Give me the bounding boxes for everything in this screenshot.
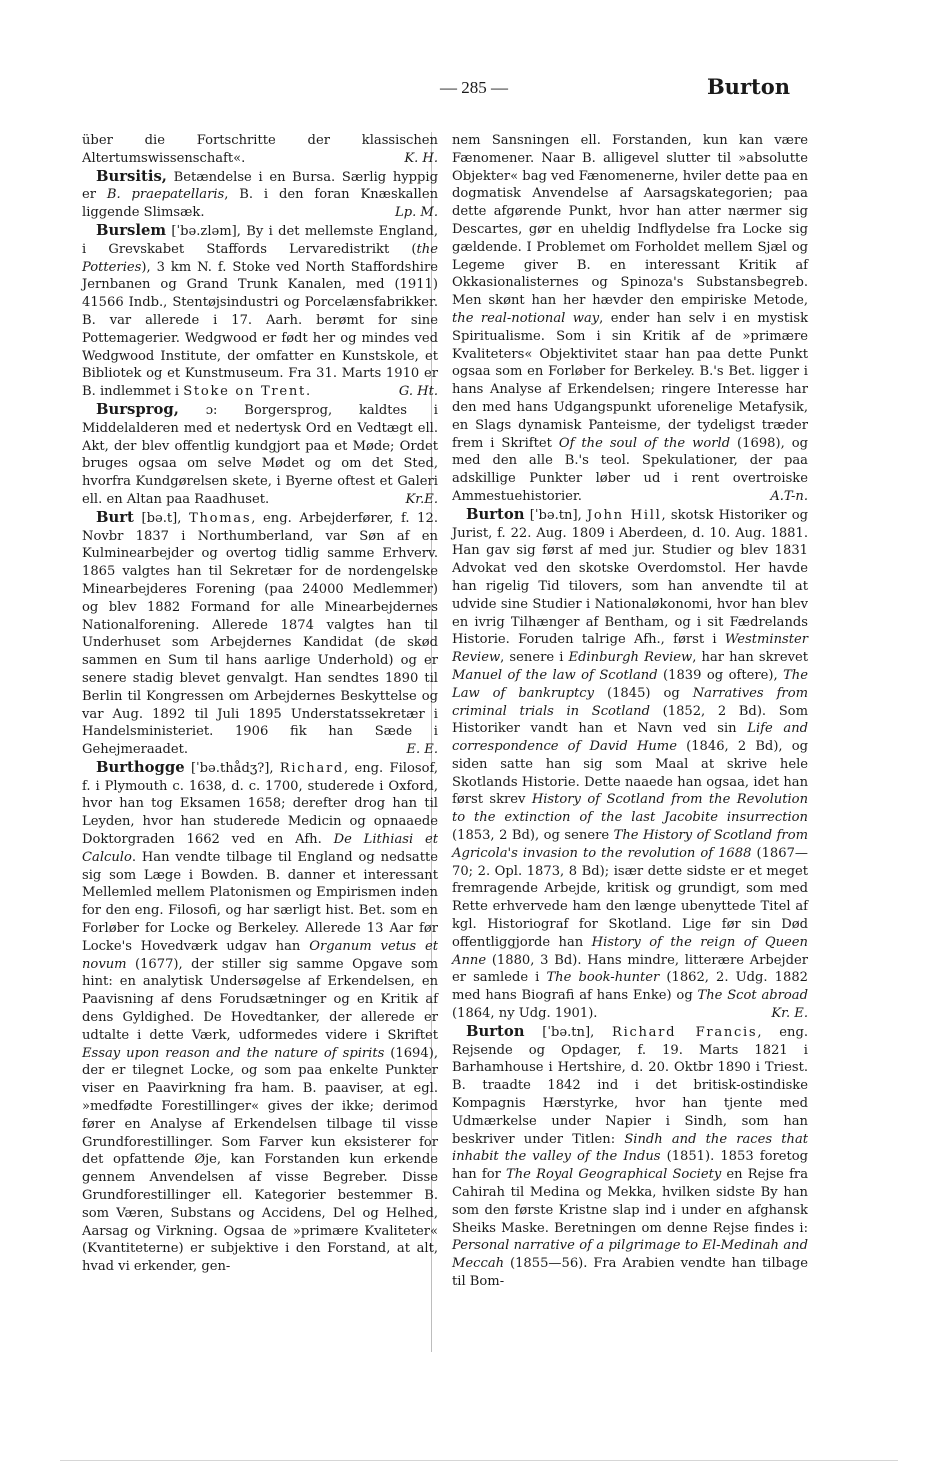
headword: Burton xyxy=(466,505,525,523)
headword: Bursprog, xyxy=(96,400,179,418)
author-initials: G. Ht. xyxy=(398,384,438,400)
entry-burton-richard-francis: Burton [ˈbə.tn], Richard Francis, eng. Rejsende og Opdager, f. 19. Marts 1821 i Barhamhouse i Hertshire, d. 20. Oktbr 1890 i Triest. B. traadte 1842 ind i det britisk-ostindiske Kompagnis Hærstyrke, hvor han tjente med Udmærkelse under Napier i Sindh, som han beskriver under Titlen: Sindh and the races that inhabit the valley of the Indus (1851). 1853 foretog han for The Royal Geographical Society en Rejse fra Cahirah til Medina og Mekka, hvilken sidste By han som den første Kristne slap ind i under en afghansk Sheiks Maske. Beretningen om denne Rejse findes i: Personal narrative of a pilgrimage to El-Medinah and Meccah (1855—56). Fra Arabien vendte han tilbage til Bom- xyxy=(452,1022,809,1289)
page-number: — 285 — xyxy=(440,78,508,97)
entry-burthogge: Burthogge [ˈbə.thådʒ?], Richard, eng. Filosof, f. i Plymouth c. 1638, d. c. 1700, studerede i Oxford, hvor han tog Eksamen 1658; derefter drog han til Leyden, hvor han studerede Medicin og opnaaede Doktorgraden 1662 ved en Afh. De Lithiasi et Calculo. Han vendte tilbage til England og nedsatte sig som Læge i Bowden. B. danner et interessant Mellemled mellem Platonismen og Empirismen inden for den eng. Filosofi, og har særligt hist. Bet. som en Forløber for Locke og Berkeley. Allerede 13 Aar før Locke's Hovedværk udgav han Organum vetus et novum (1677), der stiller sig samme Opgave som hint: en analytisk Undersøgelse af Erkendelsen, en Paavisning af dens Forudsætninger og en Kritik af dens Gyldighed. De Hovedtanker, der allerede er udtalte i dette Værk, udformedes videre i Skriftet Essay upon reason and the nature of spirits (1694), der er tilegnet Locke, og som paa enkelte Punkter viser en Paavirkning fra ham. B. paaviser, at egl. »medfødte Forestillinger« gives der ikke; derimod fører en Analyse af Erkendelsen tilbage til visse Grundforestillinger. Som Farver kun eksisterer for det opfattende Øje, kan Forstanden kun erkende gennem Anvendelsen af visse Begreber. Disse Grundforestillinger ell. Kategorier bestemmer B. som Væren, Substans og Accidens, Del og Helhed, Aarsag og Virkning. Ogsaa de »primære Kvaliteter« (Kvantiteterne) er subjektive i den Forstand, at alt, hvad vi erkender, gen- xyxy=(82,758,438,1275)
author-initials: E. E. xyxy=(406,742,438,758)
author-initials: A.T-n. xyxy=(770,488,808,504)
author-initials: K. H. xyxy=(404,150,438,166)
headword: Burthogge xyxy=(96,758,185,776)
entry-bursprog: Bursprog, ɔ: Borgersprog, kaldtes i Middelalderen med et nedertysk Ord en Vedtægt ell. Akt, der blev offentlig kundgjort paa et Møde; Ordet bruges ogsaa om selve Mødet og om det Sted, hvorfra Kundgørelsen skete, i Byerne oftest et Galeri ell. en Altan paa Raadhuset. Kr.E. xyxy=(82,400,438,507)
headword: Burton xyxy=(466,1022,525,1040)
headword: Bursitis, xyxy=(96,167,167,185)
left-column xyxy=(82,132,438,1276)
entry-burton-john-hill: Burton [ˈbə.tn], John Hill, skotsk Historiker og Jurist, f. 22. Aug. 1809 i Aberdeen, d. 10. Aug. 1881. Han gav sig først af med jur. Studier og blev 1831 Advokat ved den skotske Overdomstol. Her havde han rigelig Tid tilovers, som han anvendte til at udvide sine Studier i Nationaløkonomi, hvor han blev en ivrig Tilhænger af Bentham, og i sit Fædrelands Historie. Foruden talrige Afh., først i Westminster Review, senere i Edinburgh Review, har han skrevet Manuel of the law of Scotland (1839 og oftere), The Law of bankruptcy (1845) og Narratives from criminal trials in Scotland (1852, 2 Bd). Som Historiker vandt han et Navn ved sin Life and correspondence of David Hume (1846, 2 Bd), og siden satte han sig som Maal at skrive hele Skotlands Historie. Dette naaede han ogsaa, idet han først skrev History of Scotland from the Revolution to the extinction of the last Jacobite insurrection (1853, 2 Bd), og senere The History of Scotland from Agricola's invasion to the revolution of 1688 (1867—70; 2. Opl. 1873, 8 Bd); især dette sidste er et meget fremragende Arbejde, kritisk og grundigt, som med Rette erhvervede ham den længe ubenyttede Titel af kgl. Historiograf for Skotland. Lige før sin Død offentliggjorde han History of the reign of Queen Anne (1880, 3 Bd). Hans mindre, litterære Arbejder er samlede i The book-hunter (1862, 2. Udg. 1882 med hans Biografi af hans Enke) og The Scot abroad (1864, ny Udg. 1901). Kr. E. xyxy=(452,505,809,1022)
author-initials: Kr. E. xyxy=(771,1006,808,1022)
entry-burt: Burt [bə.t], Thomas, eng. Arbejderfører, f. 12. Novbr 1837 i Northumberland, var Søn af en Kulminearbejder og overtog tidlig samme Erhverv. 1865 valgtes han til Sekretær for de nordengelske Minearbejderes Forening (paa 24000 Medlemmer) og blev 1882 Formand for alle Minearbejdernes Nationalforening. Allerede 1874 valgtes han til Underhuset som Arbejdernes Kandidat (de skød sammen en Sum til hans aarlige Underhold) og er senere stadig blevet genvalgt. Han sendtes 1890 til Berlin til Kongressen om Arbejdernes Beskyttelse og var Aug. 1892 til Juli 1895 Understatssekretær i Handelsministeriet. 1906 fik han Sæde i Gehejmeraadet. E. E. xyxy=(82,508,438,758)
running-head: Burton xyxy=(706,74,790,99)
page-bottom-edge xyxy=(60,1460,898,1461)
page-header xyxy=(60,74,790,104)
author-initials: Kr.E. xyxy=(405,491,438,507)
author-initials: Lp. M. xyxy=(395,205,438,221)
headword: Burslem xyxy=(96,221,167,239)
entry-continuation: über die Fortschritte der klassischen Altertumswissenschaft«. K. H. xyxy=(82,133,438,166)
entry-burthogge-continued: nem Sansningen ell. Forstanden, kun kan være Fænomener. Naar B. alligevel slutter til »absolutte Objekter« bag ved Fænomenerne, hviler dette paa en dogmatisk Anvendelse af Aarsagskategorien; paa dette afgørende Punkt, hvor han atter nærmer sig Descartes, gør en uheldig Indflydelse fra Locke sig gældende. I Problemet om Forholdet mellem Sjæl og Legeme giver B. en interessant Kritik af Okkasionalisternes og Spinoza's Substansbegreb. Men skønt han her hævder den empiriske Metode, the real-notional way, ender han selv i en mystisk Spiritualisme. Som i sin Kritik af de »primære Kvaliteters« Objektivitet staar han paa dette Punkt ogsaa som en Forløber for Berkeley. B.'s Bet. ligger i hans Analyse af Erkendelsen; ringere Interesse har den med hans Udgangspunkt uforenelige Metafysik, en Slags dynamisk Panteisme, der tydeligst træder frem i Skriftet Of the soul of the world (1698), og med den alle B.'s teol. Spekulationer, der paa adskillige Punkter løber ud i rent overtroiske Ammestuehistorier. A.T-n. xyxy=(452,133,808,504)
entry-bursitis: Bursitis, Betændelse i en Bursa. Særlig hyppig er B. praepatellaris, B. i den foran Knæskallen liggende Slimsæk. Lp. M. xyxy=(82,167,439,221)
entry-burslem: Burslem [ˈbə.zləm], By i det mellemste England, i Grevskabet Staffords Lervaredistrikt (the Potteries), 3 km N. f. Stoke ved North Staffordshire Jernbanen og Grand Trunk Kanalen, med (1911) 41566 Indb., Stentøjsindustri og Porcelænsfabrikker. B. var allerede i 17. Aarh. berømt for sine Pottemagerier. Wedgwood er født her og mindes ved Wedgwood Institute, der omfatter en Kunstskole, et Bibliotek og et Kunstmuseum. Fra 31. Marts 1910 er B. indlemmet i Stoke on Trent. G. Ht. xyxy=(82,221,438,400)
headword: Burt xyxy=(96,508,134,526)
right-column xyxy=(452,132,808,1291)
